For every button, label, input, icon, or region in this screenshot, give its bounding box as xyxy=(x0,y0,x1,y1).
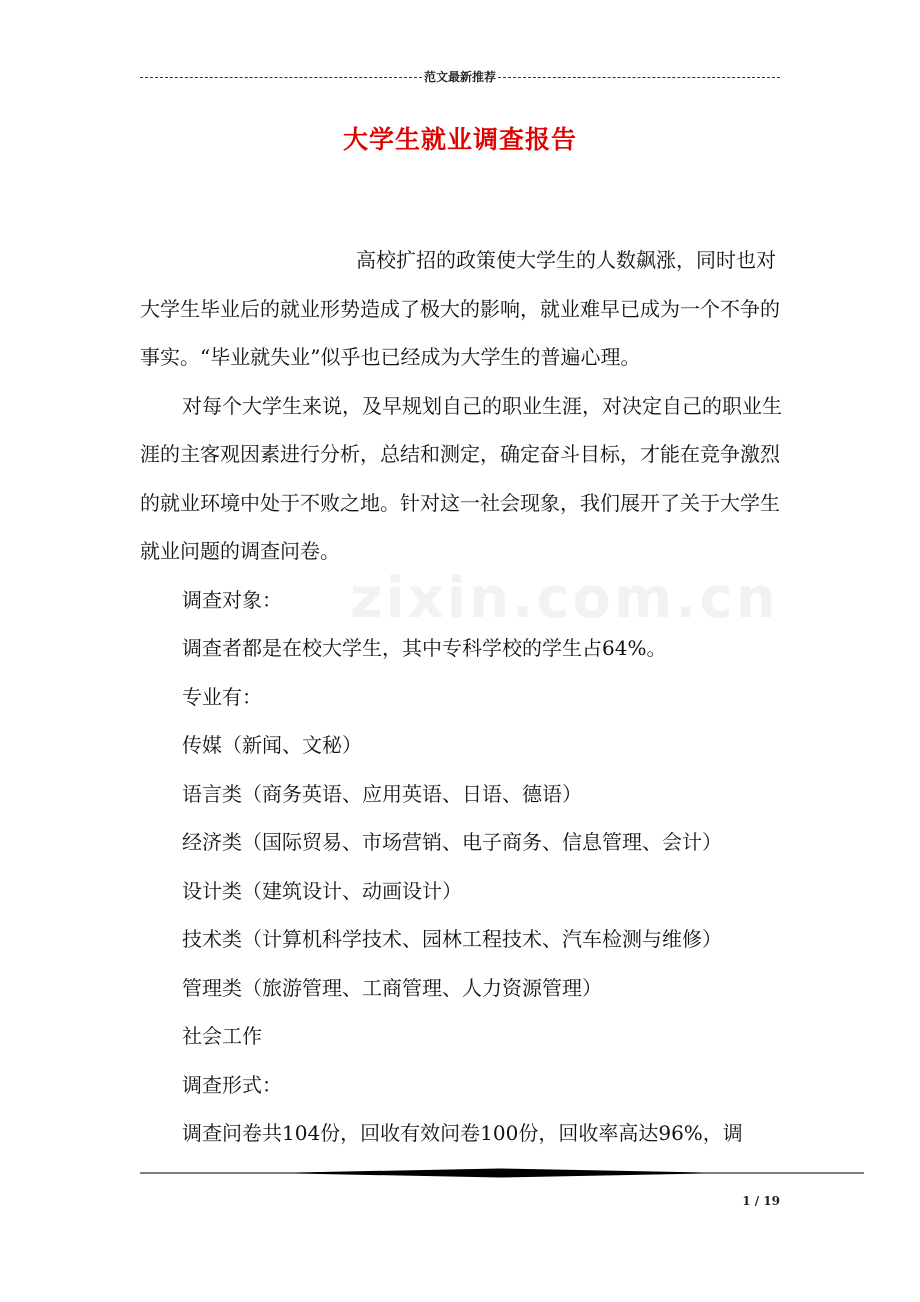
header-label: 范文最新推荐 xyxy=(424,70,497,84)
page-header xyxy=(140,68,780,85)
header-dash-left xyxy=(140,77,422,78)
page-number: 1 / 19 xyxy=(742,1194,780,1208)
major-item-economics: 经济类（国际贸易、市场营销、电子商务、信息管理、会计） xyxy=(182,830,722,854)
major-item-technology: 技术类（计算机科学技术、园林工程技术、汽车检测与维修） xyxy=(182,927,722,951)
watermark: zixin.com.cn xyxy=(350,566,779,631)
major-item-management: 管理类（旅游管理、工商管理、人力资源管理） xyxy=(182,975,602,1000)
major-item-design: 设计类（建筑设计、动画设计） xyxy=(182,878,462,903)
document-body xyxy=(140,236,790,1158)
survey-form-heading: 调查形式： xyxy=(182,1072,282,1097)
survey-form-text: 调查问卷共104份，回收有效问卷100份，回收率高达96%，调 xyxy=(182,1121,743,1145)
header-dash-right xyxy=(498,77,780,78)
document-title: 大学生就业调查报告 xyxy=(342,125,577,154)
major-item-language: 语言类（商务英语、应用英语、日语、德语） xyxy=(182,781,582,806)
major-item-media: 传媒（新闻、文秘） xyxy=(182,733,362,757)
major-item-social-work: 社会工作 xyxy=(182,1024,262,1048)
survey-subject-heading: 调查对象： xyxy=(182,587,282,612)
intro-paragraph: 高校扩招的政策使大学生的人数飙涨，同时也对大学生毕业后的就业形势造成了极大的影响，就业难早已成为一个不争的事实。“毕业就失业”似乎也已经成为大学生的普遍心理。 xyxy=(140,248,780,369)
survey-subject-text: 调查者都是在校大学生，其中专科学校的学生占64%。 xyxy=(182,636,667,660)
majors-heading: 专业有： xyxy=(182,684,262,709)
footer-rule xyxy=(140,1166,864,1180)
purpose-paragraph: 对每个大学生来说，及早规划自己的职业生涯，对决定自己的职业生涯的主客观因素进行分析，总结和测定，确定奋斗目标，才能在竞争激烈的就业环境中处于不败之地。针对这一社会现象，我们展开了关于大学生就业问题的调查问卷。 xyxy=(140,393,782,563)
